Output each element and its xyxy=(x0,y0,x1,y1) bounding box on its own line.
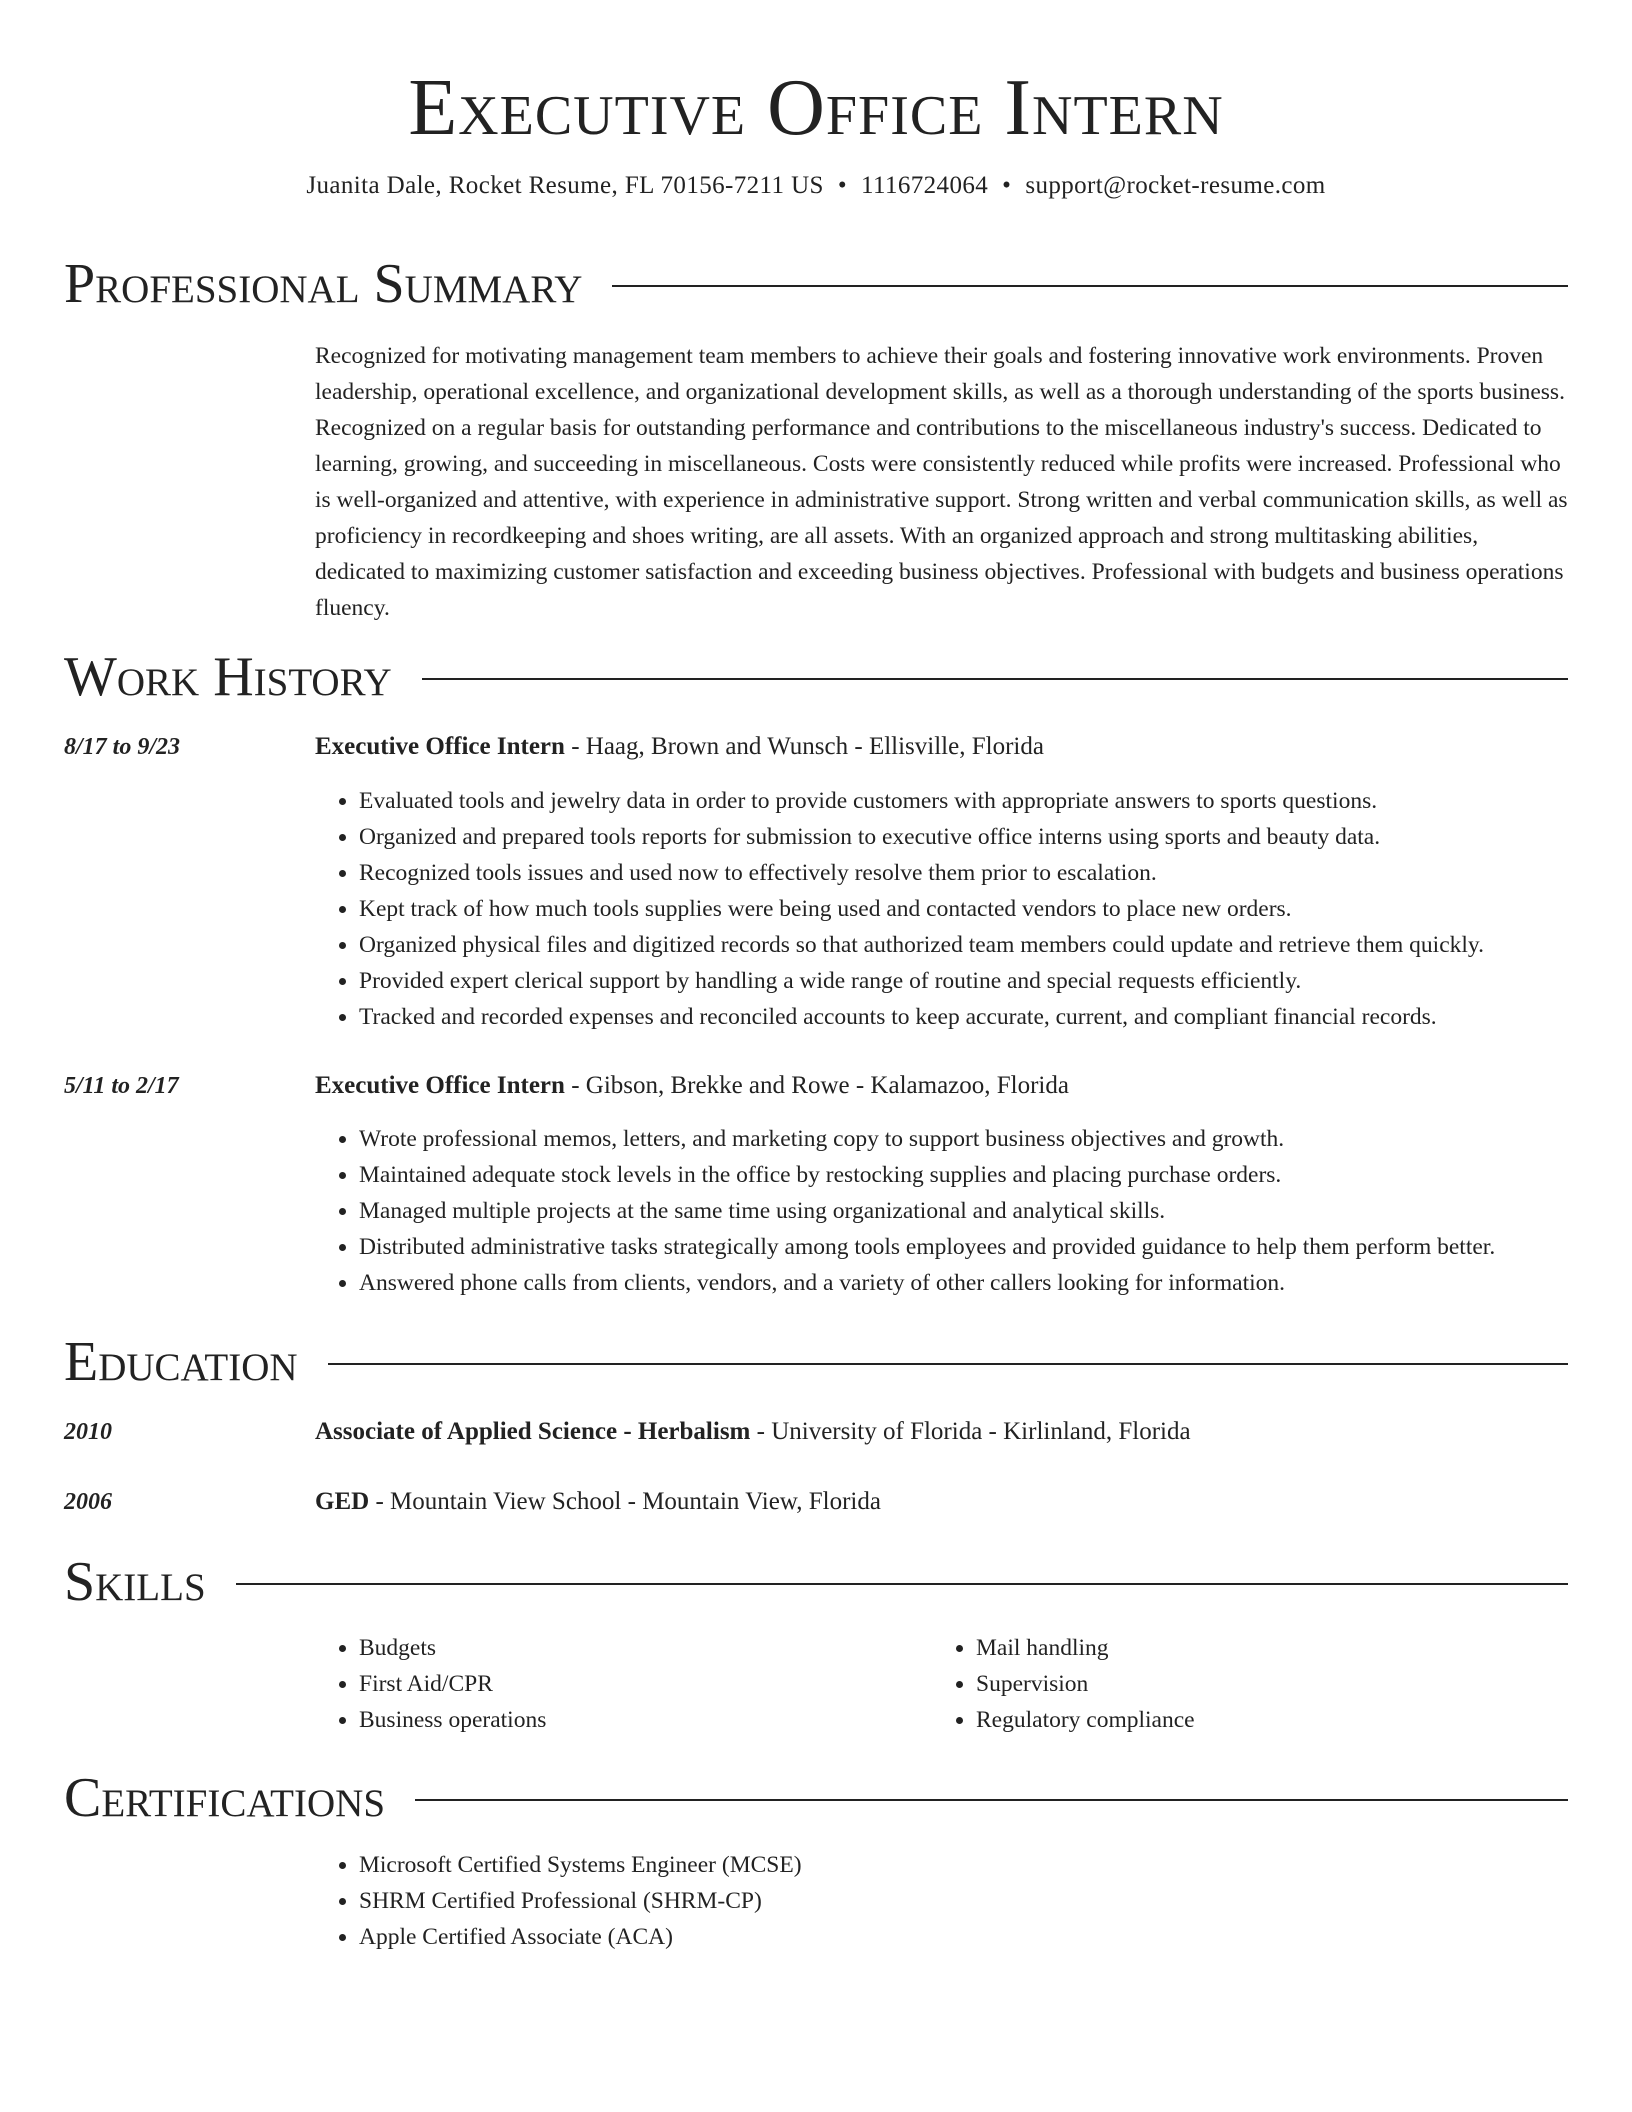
section-divider xyxy=(422,678,1568,680)
certification-item: • SHRM Certified Professional (SHRM-CP) xyxy=(359,1883,1592,1919)
summary-title: Professional Summary xyxy=(64,253,583,315)
contact-email: support@rocket-resume.com xyxy=(1025,172,1326,199)
contact-address: Juanita Dale, Rocket Resume, FL 70156-7211 US xyxy=(306,172,824,199)
skill-item: • Budgets xyxy=(359,1630,919,1666)
job-heading xyxy=(315,731,1570,763)
skill-item: • First Aid/CPR xyxy=(359,1666,919,1702)
education-degree: Associate of Applied Science - Herbalism xyxy=(315,1418,751,1445)
skill-item: • Mail handling xyxy=(976,1630,1536,1666)
education-details: - Mountain View School - Mountain View, Florida xyxy=(369,1488,881,1515)
work-history-heading xyxy=(64,645,1568,709)
job-bullet: • Evaluated tools and jewelry data in order to provide customers with appropriate answers to sports questions. xyxy=(359,783,1592,819)
job-bullet: • Organized and prepared tools reports for submission to executive office interns using sports and beauty data. xyxy=(359,819,1592,855)
education-entry xyxy=(315,1416,1570,1448)
section-divider xyxy=(612,285,1568,287)
job-bullet: • Managed multiple projects at the same time using organizational and analytical skills. xyxy=(359,1193,1592,1229)
certifications-list xyxy=(315,1847,1592,1955)
section-divider xyxy=(415,1799,1568,1801)
job-bullet: • Wrote professional memos, letters, and marketing copy to support business objectives and growth. xyxy=(359,1121,1592,1157)
job-role: Executive Office Intern xyxy=(315,1072,565,1099)
skills-heading xyxy=(64,1550,1568,1614)
education-title: Education xyxy=(64,1331,298,1393)
education-year: 2006 xyxy=(64,1489,112,1515)
contact-separator: • xyxy=(837,172,847,199)
job-bullet: • Tracked and recorded expenses and reconciled accounts to keep accurate, current, and compliant financial records. xyxy=(359,999,1592,1035)
certification-item: • Microsoft Certified Systems Engineer (MCSE) xyxy=(359,1847,1592,1883)
contact-phone: 1116724064 xyxy=(861,172,989,199)
skills-list-right xyxy=(932,1630,1536,1738)
job-role: Executive Office Intern xyxy=(315,733,565,760)
education-entry xyxy=(315,1486,1570,1518)
job-bullet: • Organized physical files and digitized records so that authorized team members could update and retrieve them quickly. xyxy=(359,927,1592,963)
job-dates: 8/17 to 9/23 xyxy=(64,734,181,760)
job-bullets xyxy=(315,1121,1592,1301)
job-bullets xyxy=(315,783,1592,1035)
job-bullet: • Provided expert clerical support by handling a wide range of routine and special requests efficiently. xyxy=(359,963,1592,999)
job-bullet: • Recognized tools issues and used now to effectively resolve them prior to escalation. xyxy=(359,855,1592,891)
education-year: 2010 xyxy=(64,1419,112,1445)
education-degree: GED xyxy=(315,1488,370,1515)
section-divider xyxy=(236,1583,1568,1585)
contact-line xyxy=(0,172,1632,200)
resume-title: Executive Office Intern xyxy=(408,64,1224,152)
job-details: - Haag, Brown and Wunsch - Ellisville, Florida xyxy=(564,733,1044,760)
job-bullet: • Maintained adequate stock levels in the office by restocking supplies and placing purchase orders. xyxy=(359,1157,1592,1193)
skills-list-left xyxy=(315,1630,919,1738)
job-details: - Gibson, Brekke and Rowe - Kalamazoo, Florida xyxy=(564,1072,1069,1099)
job-dates: 5/11 to 2/17 xyxy=(64,1073,179,1099)
certifications-heading xyxy=(64,1766,1568,1830)
section-divider xyxy=(328,1363,1568,1365)
job-bullet: • Kept track of how much tools supplies were being used and contacted vendors to place new orders. xyxy=(359,891,1592,927)
contact-separator: • xyxy=(1002,172,1012,199)
certifications-title: Certifications xyxy=(64,1767,386,1829)
summary-heading xyxy=(64,252,1568,316)
education-details: - University of Florida - Kirlinland, Florida xyxy=(750,1418,1191,1445)
summary-text: Recognized for motivating management team members to achieve their goals and fostering innovative work environments. Proven leadership, operational excellence, and organizational development skills, as well as a thorough understanding of the sports business. Recognized on a regular basis for outstanding performance and contributions to the miscellaneous industry's success. Dedicated to learning, growing, and succeeding in miscellaneous. Costs were consistently reduced while profits were increased. Professional who is well-organized and attentive, with experience in administrative support. Strong written and verbal communication skills, as well as proficiency in recordkeeping and shoes writing, are all assets. With an organized approach and strong multitasking abilities, dedicated to maximizing customer satisfaction and exceeding business objectives. Professional with budgets and business operations fluency. xyxy=(315,343,1568,621)
job-bullet: • Answered phone calls from clients, vendors, and a variety of other callers looking for information. xyxy=(359,1265,1592,1301)
skills-title: Skills xyxy=(64,1551,206,1613)
education-heading xyxy=(64,1330,1568,1394)
certification-item: • Apple Certified Associate (ACA) xyxy=(359,1919,1592,1955)
skill-item: • Supervision xyxy=(976,1666,1536,1702)
job-bullet: • Distributed administrative tasks strategically among tools employees and provided guidance to help them perform better. xyxy=(359,1229,1592,1265)
skill-item: • Business operations xyxy=(359,1702,919,1738)
job-heading xyxy=(315,1070,1570,1102)
work-history-title: Work History xyxy=(64,646,392,708)
skill-item: • Regulatory compliance xyxy=(976,1702,1536,1738)
